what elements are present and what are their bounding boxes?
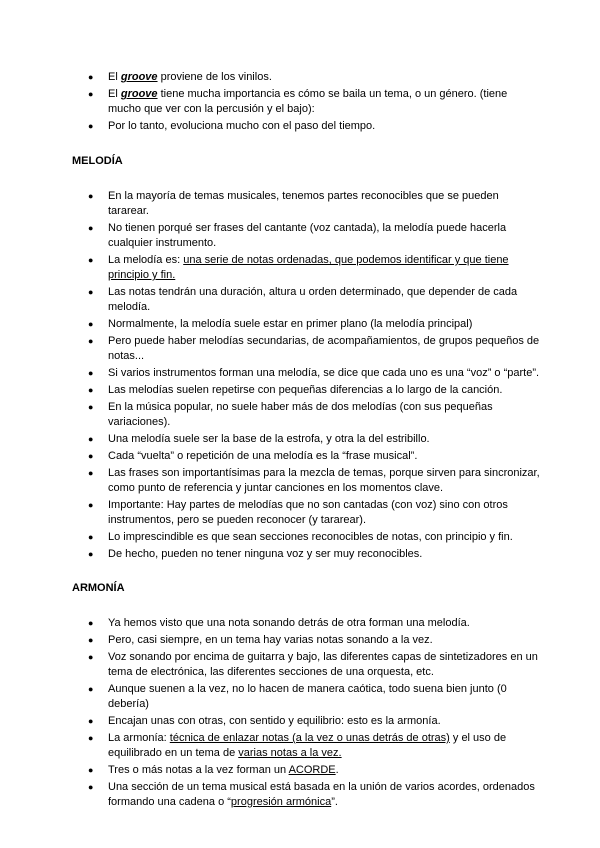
list-item: ● Las melodías suelen repetirse con pequeñas diferencias a lo largo de la canción. bbox=[72, 383, 542, 398]
list-item: ● Aunque suenen a la vez, no lo hacen de manera caótica, todo suena bien junto (0 debería) bbox=[72, 682, 542, 712]
list-item: ● La armonía: técnica de enlazar notas (a la vez o unas detrás de otras) y el uso de equilibrado en un tema de varias notas a la vez. bbox=[72, 731, 542, 761]
list-item: ● Tres o más notas a la vez forman un ACORDE. bbox=[72, 763, 542, 778]
list-item: ● El groove tiene mucha importancia es cómo se baila un tema, o un género. (tiene mucho que ver con la percusión y el bajo): bbox=[72, 87, 542, 117]
list-item: ● Encajan unas con otras, con sentido y equilibrio: esto es la armonía. bbox=[72, 714, 542, 729]
list-item: ● La melodía es: una serie de notas ordenadas, que podemos identificar y que tiene principio y fin. bbox=[72, 253, 542, 283]
list-item: ● Una melodía suele ser la base de la estrofa, y otra la del estribillo. bbox=[72, 432, 542, 447]
list-item: ● Las frases son importantísimas para la mezcla de temas, porque sirven para sincronizar, como punto de referencia y juntar canciones en los momentos clave. bbox=[72, 466, 542, 496]
groove-term: groove bbox=[120, 71, 158, 83]
harmony-definition: técnica de enlazar notas (a la vez o unas detrás de otras) bbox=[169, 732, 450, 744]
list-item: ● Cada “vuelta” o repetición de una melodía es la “frase musical”. bbox=[72, 449, 542, 464]
list-item: ● Importante: Hay partes de melodías que no son cantadas (con voz) sino con otros instrumentos, pero se pueden reconocer (y tararear). bbox=[72, 498, 542, 528]
melodia-list bbox=[72, 189, 542, 562]
list-item: ● En la mayoría de temas musicales, tenemos partes reconocibles que se pueden tararear. bbox=[72, 189, 542, 219]
list-item: ● Lo imprescindible es que sean secciones reconocibles de notas, con principio y fin. bbox=[72, 530, 542, 545]
list-item: ● Las notas tendrán una duración, altura u orden determinado, que depender de cada melodía. bbox=[72, 285, 542, 315]
section-heading-melodia: MELODÍA bbox=[72, 155, 123, 167]
list-item: ● Si varios instrumentos forman una melodía, se dice que cada uno es una “voz” o “parte”. bbox=[72, 366, 542, 381]
document-body bbox=[72, 70, 542, 812]
acorde-term: ACORDE bbox=[288, 764, 336, 776]
list-item: ● De hecho, pueden no tener ninguna voz y ser muy reconocibles. bbox=[72, 547, 542, 562]
intro-list bbox=[72, 70, 542, 134]
list-item: ● Voz sonando por encima de guitarra y bajo, las diferentes capas de sintetizadores en un tema de electrónica, las diferentes secciones de una orquesta, etc. bbox=[72, 650, 542, 680]
list-item: ● Pero puede haber melodías secundarias, de acompañamientos, de grupos pequeños de notas... bbox=[72, 334, 542, 364]
list-item: ● El groove proviene de los vinilos. bbox=[72, 70, 542, 85]
groove-term: groove bbox=[120, 88, 158, 100]
harmony-definition-part2: varias notas a la vez. bbox=[238, 747, 342, 759]
list-item: ● Pero, casi siempre, en un tema hay varias notas sonando a la vez. bbox=[72, 633, 542, 648]
progresion-term: progresión armónica bbox=[230, 796, 332, 808]
armonia-list bbox=[72, 616, 542, 810]
melody-definition: una serie de notas ordenadas, que podemos identificar y que tiene principio y fin. bbox=[108, 254, 509, 281]
list-item: ● Ya hemos visto que una nota sonando detrás de otra forman una melodía. bbox=[72, 616, 542, 631]
list-item: ● En la música popular, no suele haber más de dos melodías (con sus pequeñas variaciones). bbox=[72, 400, 542, 430]
list-item: ● Por lo tanto, evoluciona mucho con el paso del tiempo. bbox=[72, 119, 542, 134]
list-item: ● Normalmente, la melodía suele estar en primer plano (la melodía principal) bbox=[72, 317, 542, 332]
list-item: ● No tienen porqué ser frases del cantante (voz cantada), la melodía puede hacerla cualquier instrumento. bbox=[72, 221, 542, 251]
list-item: ● Una sección de un tema musical está basada en la unión de varios acordes, ordenados formando una cadena o “progresión armónica”. bbox=[72, 780, 542, 810]
section-heading-armonia: ARMONÍA bbox=[72, 582, 125, 594]
